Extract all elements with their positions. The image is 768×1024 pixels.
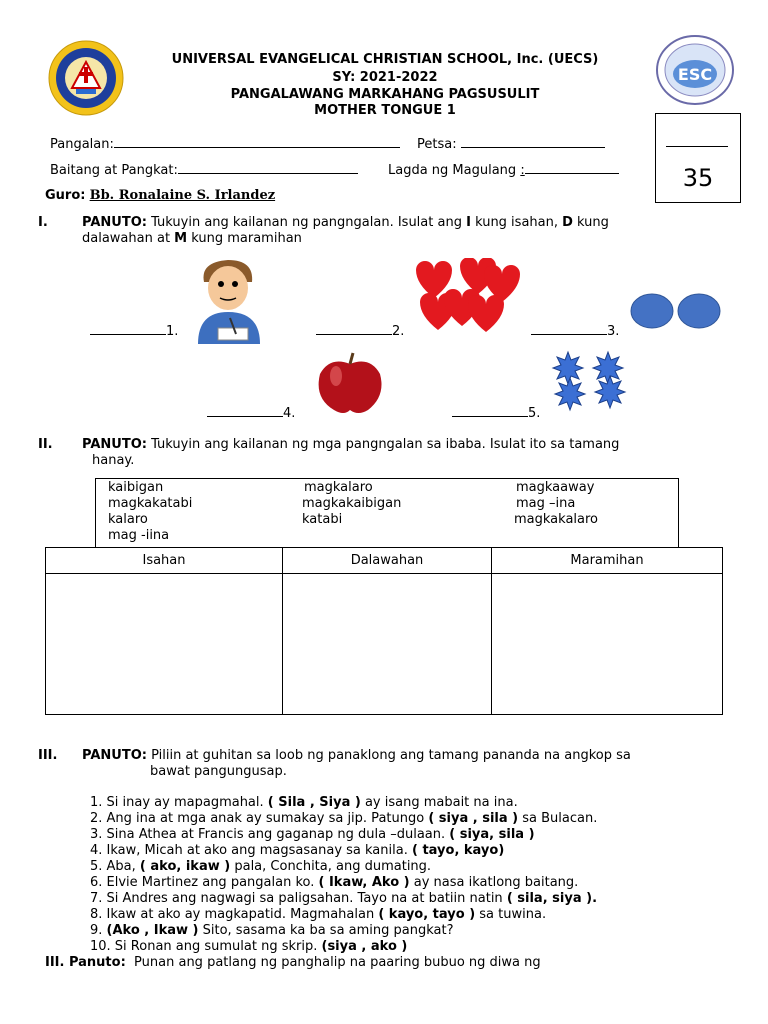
item-choices[interactable]: ( tayo, kayo) xyxy=(411,843,505,858)
parent-signature-colon: : xyxy=(520,163,525,178)
part1-text-b: kung isahan, xyxy=(470,215,563,230)
teacher-label: Guro: xyxy=(45,188,86,203)
part3-text1: Piliin at guhitan sa loob ng panaklong ang tamang pananda na angkop sa xyxy=(151,748,631,763)
answer-2 xyxy=(316,323,404,340)
part1-text-c: kung xyxy=(572,215,609,230)
cell-maramihan[interactable] xyxy=(492,574,723,715)
list-item xyxy=(90,859,431,875)
school-year: SY: 2021-2022 xyxy=(332,70,438,85)
score-total: 35 xyxy=(682,164,714,192)
date-label: Petsa: xyxy=(417,137,457,152)
answer-3-number: 3. xyxy=(607,324,620,339)
teacher-name: Bb. Ronalaine S. Irlandez xyxy=(89,188,276,203)
item-text: 6. Elvie Martinez ang pangalan ko. xyxy=(90,875,319,890)
answer-2-blank[interactable] xyxy=(316,323,392,335)
item-text: pala, Conchita, ang dumating. xyxy=(230,859,432,874)
word-item: magkakatabi xyxy=(108,496,193,511)
classification-table xyxy=(45,547,723,715)
part2-text1: Tukuyin ang kailanan ng mga pangngalan sa ibaba. Isulat ito sa tamang xyxy=(151,437,620,452)
grade-section-label: Baitang at Pangkat: xyxy=(50,163,178,178)
item-choices[interactable]: ( siya , sila ) xyxy=(428,811,519,826)
item-text: Sito, sasama ka ba sa aming pangkat? xyxy=(198,923,454,938)
item-text: 7. Si Andres ang nagwagi sa paligsahan. Tayo na at batiin natin xyxy=(90,891,507,906)
answer-5-number: 5. xyxy=(528,406,541,421)
answer-5 xyxy=(452,405,540,422)
part1-instructions xyxy=(82,215,722,231)
grade-section-field xyxy=(50,162,358,179)
item-text: 3. Sina Athea at Francis ang gaganap ng dula –dulaan. xyxy=(90,827,450,842)
school-logo xyxy=(48,40,124,116)
score-blank[interactable] xyxy=(666,146,728,147)
list-item xyxy=(90,875,578,891)
deped-logo xyxy=(654,34,736,106)
part1-text-e: kung maramihan xyxy=(187,231,302,246)
item-text: 2. Ang ina at mga anak ay sumakay sa jip. Patungo xyxy=(90,811,429,826)
word-item: katabi xyxy=(302,512,343,527)
part2-numeral: II. xyxy=(38,437,53,452)
answer-4-number: 4. xyxy=(283,406,296,421)
apple-image xyxy=(310,350,390,416)
subject-title: MOTHER TONGUE 1 xyxy=(314,103,456,118)
item-text: 1. Si inay ay mapagmahal. xyxy=(90,795,268,810)
list-item xyxy=(90,891,597,907)
part1-instructions-line2 xyxy=(82,231,302,247)
word-item: magkalaro xyxy=(304,480,373,495)
item-choices[interactable]: (Ako , Ikaw ) xyxy=(106,923,199,938)
item-text: 8. Ikaw at ako ay magkapatid. Magmahalan xyxy=(90,907,379,922)
deped-logo-text: ESC xyxy=(677,65,713,84)
item-text: 5. Aba, xyxy=(90,859,140,874)
list-item xyxy=(90,811,597,827)
part1-label: PANUTO: xyxy=(82,215,147,230)
two-circles-image xyxy=(630,293,722,329)
item-choices[interactable]: (siya , ako ) xyxy=(321,939,408,954)
item-choices[interactable]: ( ako, ikaw ) xyxy=(139,859,231,874)
table-row xyxy=(46,574,723,715)
item-text: 9. xyxy=(90,923,107,938)
word-bank xyxy=(95,478,679,548)
answer-4-blank[interactable] xyxy=(207,405,283,417)
answer-2-number: 2. xyxy=(392,324,405,339)
part3-instructions xyxy=(82,748,631,764)
list-item xyxy=(90,939,407,955)
parent-signature-blank[interactable] xyxy=(525,162,619,174)
part4-text: Punan ang patlang ng panghalip na paaring bubuo ng diwa ng xyxy=(134,955,541,970)
item-text: 10. Si Ronan ang sumulat ng skrip. xyxy=(90,939,322,954)
word-item: mag -iina xyxy=(108,528,170,543)
word-item: magkakaibigan xyxy=(302,496,402,511)
part4-label: III. Panuto: xyxy=(45,955,126,970)
list-item xyxy=(90,923,454,939)
item-text: 4. Ikaw, Micah at ako ang magsasanay sa kanila. xyxy=(90,843,412,858)
name-field xyxy=(50,136,400,153)
column-maramihan: Maramihan xyxy=(492,548,723,574)
part1-i: I xyxy=(466,215,471,230)
part3-label: PANUTO: xyxy=(82,748,147,763)
name-blank[interactable] xyxy=(114,136,400,148)
word-item: magkaaway xyxy=(516,480,595,495)
date-field xyxy=(417,136,605,153)
table-header-row xyxy=(46,548,723,574)
teacher-line xyxy=(45,188,275,204)
exam-title: PANGALAWANG MARKAHANG PAGSUSULIT xyxy=(230,87,540,102)
cell-dalawahan[interactable] xyxy=(283,574,492,715)
word-item: kaibigan xyxy=(108,480,164,495)
column-isahan: Isahan xyxy=(46,548,283,574)
word-item: magkakalaro xyxy=(514,512,599,527)
part1-text-a: Tukuyin ang kailanan ng pangngalan. Isulat ang xyxy=(151,215,467,230)
word-item: mag –ina xyxy=(516,496,576,511)
part2-label: PANUTO: xyxy=(82,437,147,452)
word-item: kalaro xyxy=(108,512,148,527)
part1-text-d: dalawahan at xyxy=(82,231,175,246)
part1-d: D xyxy=(562,215,573,230)
column-dalawahan: Dalawahan xyxy=(283,548,492,574)
score-box xyxy=(655,113,741,203)
list-item xyxy=(90,907,546,923)
item-choices[interactable]: ( siya, sila ) xyxy=(449,827,535,842)
part4-instructions xyxy=(45,955,541,971)
stars-image xyxy=(550,350,632,412)
part3-text2: bawat pangungusap. xyxy=(150,764,287,779)
list-item xyxy=(90,795,518,811)
item-text: sa Bulacan. xyxy=(518,811,598,826)
answer-3 xyxy=(531,323,619,340)
part3-numeral: III. xyxy=(38,748,58,763)
date-blank[interactable] xyxy=(461,136,605,148)
item-choices[interactable]: ( Sila , Siya ) xyxy=(267,795,361,810)
parent-signature-field xyxy=(388,162,619,179)
item-text: sa tuwina. xyxy=(475,907,547,922)
part2-instructions xyxy=(82,437,619,453)
answer-4 xyxy=(207,405,295,422)
name-label: Pangalan: xyxy=(50,137,114,152)
item-choices[interactable]: ( Ikaw, Ako ) xyxy=(318,875,410,890)
hearts-image xyxy=(412,258,522,338)
cell-isahan[interactable] xyxy=(46,574,283,715)
answer-1-number: 1. xyxy=(166,324,179,339)
list-item xyxy=(90,843,504,859)
answer-1 xyxy=(90,323,178,340)
answer-3-blank[interactable] xyxy=(531,323,607,335)
school-name: UNIVERSAL EVANGELICAL CHRISTIAN SCHOOL, Inc. (UECS) xyxy=(171,52,599,67)
part2-text2: hanay. xyxy=(92,453,135,468)
item-choices[interactable]: ( kayo, tayo ) xyxy=(378,907,476,922)
item-text: ay isang mabait na ina. xyxy=(360,795,518,810)
item-choices[interactable]: ( sila, siya ). xyxy=(506,891,598,906)
item-text: ay nasa ikatlong baitang. xyxy=(409,875,579,890)
parent-signature-label: Lagda ng Magulang xyxy=(388,163,517,178)
answer-1-blank[interactable] xyxy=(90,323,166,335)
part1-numeral: I. xyxy=(38,215,48,230)
boy-writing-image xyxy=(190,252,270,344)
list-item xyxy=(90,827,535,843)
grade-section-blank[interactable] xyxy=(178,162,358,174)
answer-5-blank[interactable] xyxy=(452,405,528,417)
part1-m: M xyxy=(174,231,188,246)
